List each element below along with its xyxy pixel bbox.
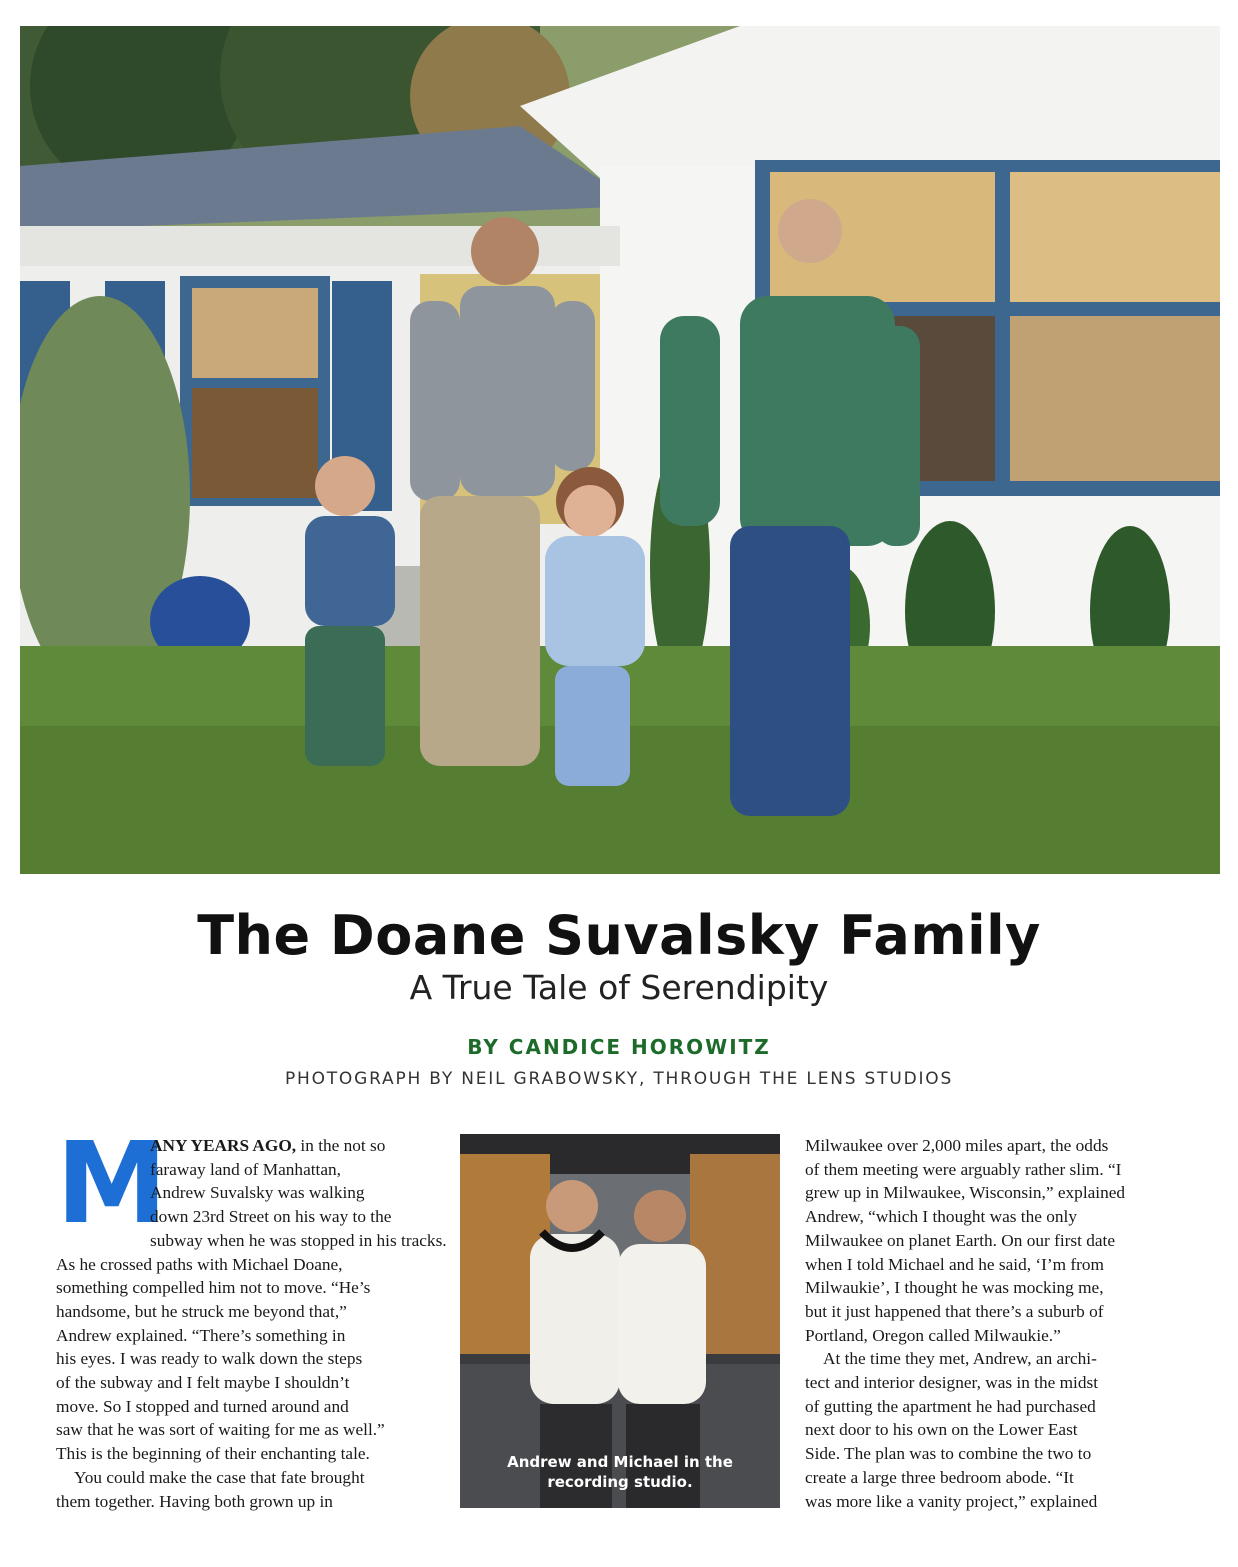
text-line: subway when he was stopped in his tracks. [150,1230,447,1250]
text-line: You could make the case that fate brought [74,1467,365,1487]
text-line: but it just happened that there’s a suburb of [805,1301,1104,1321]
inset-caption: Andrew and Michael in the recording studio. [507,1453,733,1491]
lead-in: ANY YEARS AGO, [150,1136,297,1155]
text-line: down 23rd Street on his way to the [150,1207,392,1227]
text-line: faraway land of Manhattan, [150,1159,341,1179]
text-line: his eyes. I was ready to walk down the steps [56,1349,363,1369]
inset-photo [460,1134,780,1508]
text-line: was more like a vanity project,” explained [805,1491,1098,1511]
text-line: ANY YEARS AGO, in the not so [150,1136,386,1155]
text-line: Portland, Oregon called Milwaukie.” [805,1325,1061,1345]
text-line: something compelled him not to move. “He’s [56,1278,371,1298]
text-line: when I told Michael and he said, ‘I’m from [805,1254,1104,1274]
text-line: handsome, but he struck me beyond that,” [56,1301,347,1321]
photo-credit: PHOTOGRAPH BY NEIL GRABOWSKY, THROUGH THE LENS STUDIOS [284,1069,954,1089]
text-line: of the subway and I felt maybe I shouldn’t [56,1373,350,1393]
text-line: of gutting the apartment he had purchased [805,1396,1096,1416]
text-line: Milwaukee on planet Earth. On our first date [805,1230,1116,1250]
text-line: create a large three bedroom abode. “It [805,1467,1074,1487]
article-column-2 [805,1134,1185,1513]
article-headline: The Doane Suvalsky Family [197,904,1041,967]
text-line: Milwaukie’, I thought he was mocking me, [805,1278,1104,1298]
text-line: them together. Having both grown up in [56,1491,333,1511]
text-line: At the time they met, Andrew, an archi- [823,1349,1097,1369]
text-line: grew up in Milwaukee, Wisconsin,” explained [805,1183,1126,1203]
text-line: Andrew Suvalsky was walking [150,1183,365,1203]
text-line: move. So I stopped and turned around and [56,1396,349,1416]
hero-photo [20,26,1220,874]
article-subhead: A True Tale of Serendipity [409,968,829,1007]
text-line: Side. The plan was to combine the two to [805,1444,1092,1464]
text-line: Andrew explained. “There’s something in [56,1325,346,1345]
text-line: Andrew, “which I thought was the only [805,1207,1077,1227]
text-line: of them meeting were arguably rather slim. “I [805,1159,1122,1179]
text-line: This is the beginning of their enchanting tale. [56,1444,370,1464]
text-line: next door to his own on the Lower East [805,1420,1078,1440]
drop-cap: M [56,1119,168,1249]
text-line: tect and interior designer, was in the midst [805,1373,1099,1393]
text-line: Milwaukee over 2,000 miles apart, the odds [805,1136,1109,1155]
text-line: As he crossed paths with Michael Doane, [56,1254,343,1274]
hero-photo-illustration [20,26,1220,874]
article-column-1 [56,1119,447,1513]
article-byline: BY CANDICE HOROWITZ [467,1035,771,1059]
text-line: saw that he was sort of waiting for me as well.” [56,1420,385,1440]
